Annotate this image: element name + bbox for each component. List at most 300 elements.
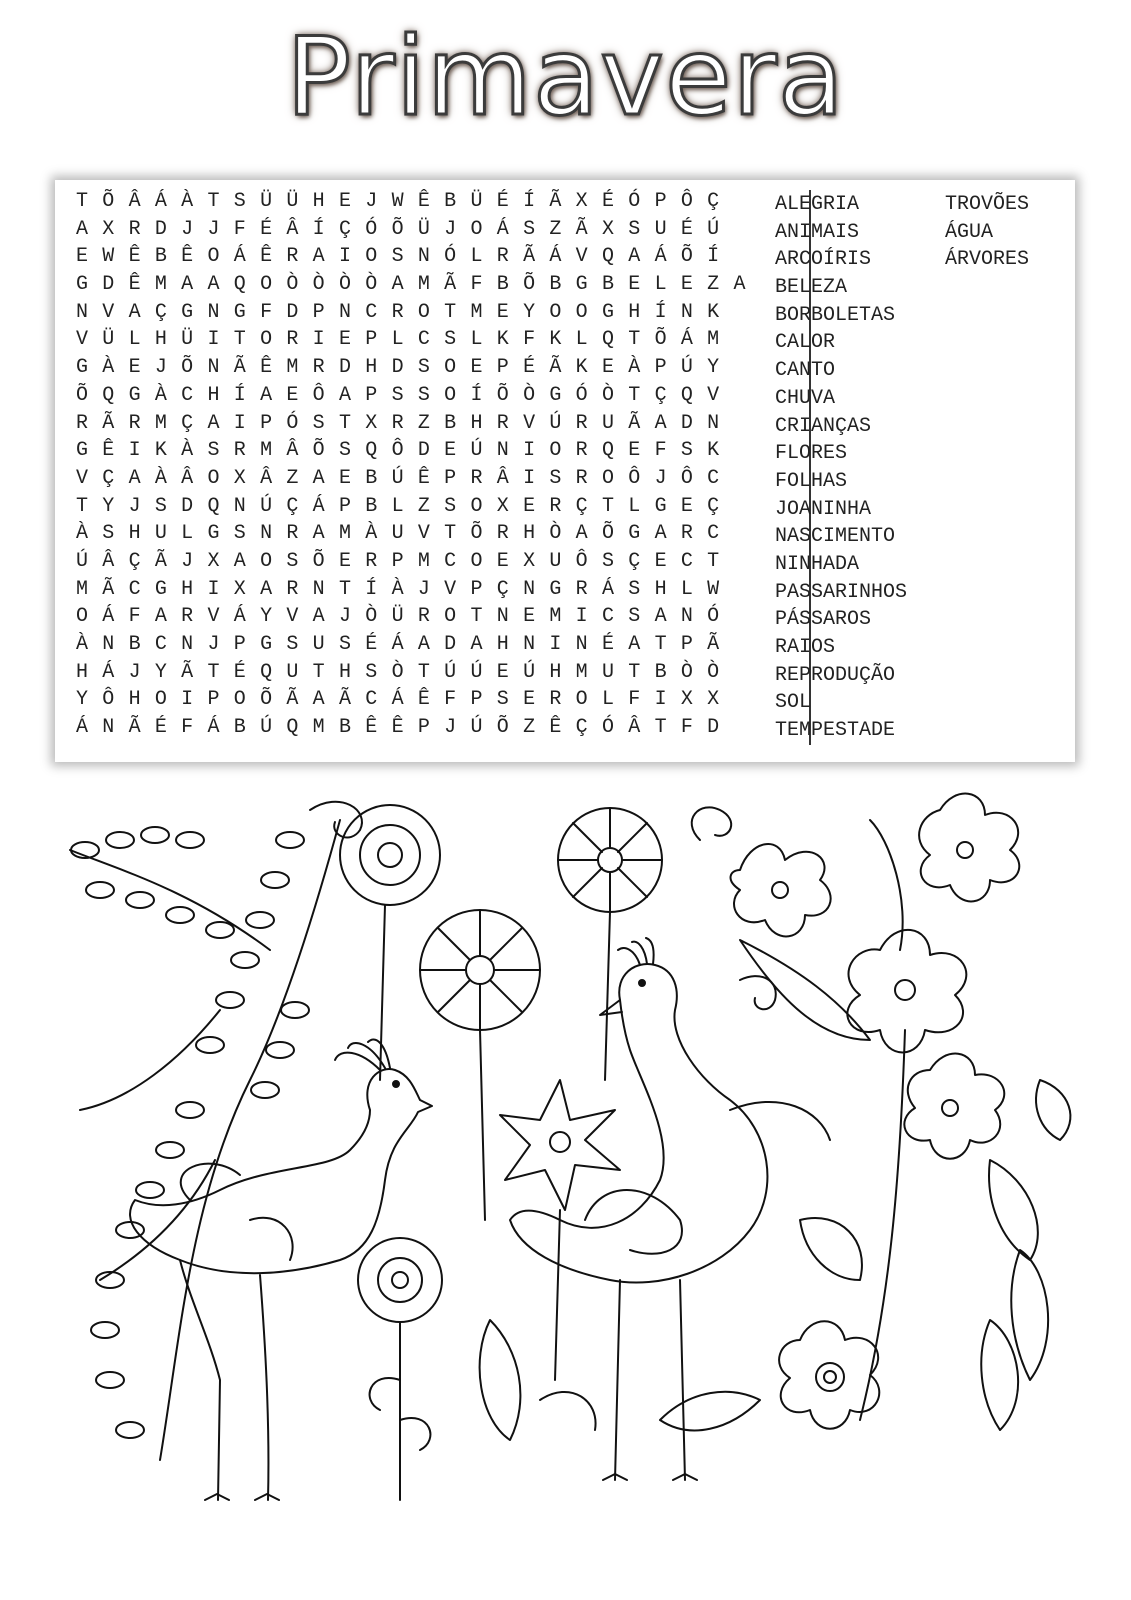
grid-letter[interactable]: R <box>128 217 141 241</box>
grid-letter[interactable]: G <box>628 522 641 546</box>
grid-letter[interactable]: R <box>470 466 483 490</box>
grid-letter[interactable]: K <box>575 356 588 380</box>
grid-letter[interactable]: Ú <box>680 356 693 380</box>
grid-letter[interactable]: N <box>496 605 509 629</box>
grid-letter[interactable]: V <box>286 605 299 629</box>
grid-letter[interactable]: Q <box>601 439 614 463</box>
grid-letter[interactable]: Õ <box>181 356 194 380</box>
grid-letter[interactable]: A <box>312 688 325 712</box>
grid-letter[interactable]: Y <box>260 605 273 629</box>
grid-letter[interactable]: Â <box>181 466 194 490</box>
grid-letter[interactable]: R <box>496 522 509 546</box>
grid-letter[interactable]: Ô <box>575 549 588 573</box>
grid-letter[interactable]: L <box>128 328 141 352</box>
grid-letter[interactable]: H <box>628 300 641 324</box>
grid-letter[interactable]: Ú <box>260 716 273 740</box>
grid-letter[interactable]: C <box>417 328 430 352</box>
grid-letter[interactable]: A <box>260 577 273 601</box>
grid-letter[interactable]: I <box>181 688 194 712</box>
grid-letter[interactable]: Â <box>286 217 299 241</box>
grid-letter[interactable]: Õ <box>496 716 509 740</box>
grid-letter[interactable]: O <box>417 300 430 324</box>
grid-letter[interactable]: S <box>233 190 246 213</box>
grid-letter[interactable]: J <box>154 356 167 380</box>
grid-letter[interactable]: M <box>707 328 720 352</box>
grid-letter[interactable]: M <box>549 605 562 629</box>
grid-letter[interactable]: L <box>680 577 693 601</box>
grid-letter[interactable]: É <box>523 356 536 380</box>
grid-letter[interactable]: O <box>549 439 562 463</box>
grid-letter[interactable]: Ê <box>417 190 430 213</box>
grid-letter[interactable]: Á <box>154 190 167 213</box>
grid-letter[interactable]: G <box>233 300 246 324</box>
grid-letter[interactable]: Ó <box>444 245 457 269</box>
grid-letter[interactable]: Ç <box>707 190 720 213</box>
grid-letter[interactable]: É <box>233 660 246 684</box>
grid-letter[interactable]: X <box>207 549 220 573</box>
grid-letter[interactable]: Ê <box>365 716 378 740</box>
grid-letter[interactable]: T <box>207 660 220 684</box>
grid-letter[interactable]: O <box>601 466 614 490</box>
grid-letter[interactable]: Ê <box>181 245 194 269</box>
grid-letter[interactable]: X <box>680 688 693 712</box>
grid-letter[interactable]: S <box>628 605 641 629</box>
grid-letter[interactable]: G <box>549 577 562 601</box>
grid-letter[interactable]: Á <box>654 245 667 269</box>
grid-letter[interactable]: F <box>444 688 457 712</box>
grid-letter[interactable]: L <box>628 494 641 518</box>
grid-letter[interactable]: Ê <box>417 688 430 712</box>
grid-letter[interactable]: Ó <box>707 605 720 629</box>
grid-letter[interactable]: L <box>575 328 588 352</box>
grid-letter[interactable]: Á <box>680 328 693 352</box>
grid-letter[interactable]: E <box>680 494 693 518</box>
grid-letter[interactable]: D <box>286 300 299 324</box>
grid-letter[interactable]: Ô <box>312 383 325 407</box>
grid-letter[interactable]: Q <box>601 328 614 352</box>
grid-letter[interactable]: T <box>338 577 351 601</box>
grid-letter[interactable]: R <box>286 522 299 546</box>
grid-letter[interactable]: K <box>707 439 720 463</box>
grid-letter[interactable]: Ú <box>75 549 88 573</box>
grid-letter[interactable]: E <box>75 245 88 269</box>
grid-letter[interactable]: K <box>549 328 562 352</box>
grid-letter[interactable]: Ú <box>391 466 404 490</box>
grid-letter[interactable]: Q <box>680 383 693 407</box>
grid-letter[interactable]: G <box>75 439 88 463</box>
grid-letter[interactable]: N <box>680 605 693 629</box>
grid-letter[interactable]: P <box>312 300 325 324</box>
grid-letter[interactable]: P <box>391 549 404 573</box>
grid-letter[interactable]: C <box>601 605 614 629</box>
grid-letter[interactable]: U <box>601 660 614 684</box>
grid-letter[interactable]: E <box>128 356 141 380</box>
grid-letter[interactable]: R <box>128 411 141 435</box>
grid-letter[interactable]: I <box>312 328 325 352</box>
grid-letter[interactable]: S <box>154 494 167 518</box>
grid-letter[interactable]: Ã <box>233 356 246 380</box>
grid-letter[interactable]: M <box>154 273 167 297</box>
grid-letter[interactable]: A <box>417 633 430 656</box>
grid-letter[interactable]: Ò <box>338 273 351 297</box>
grid-letter[interactable]: D <box>181 494 194 518</box>
grid-letter[interactable]: C <box>128 577 141 601</box>
grid-letter[interactable]: X <box>575 190 588 213</box>
grid-letter[interactable]: A <box>628 633 641 656</box>
grid-letter[interactable]: V <box>444 577 457 601</box>
grid-letter[interactable]: Í <box>523 190 536 213</box>
grid-letter[interactable]: Ç <box>154 300 167 324</box>
grid-letter[interactable]: A <box>628 245 641 269</box>
grid-letter[interactable]: Á <box>233 245 246 269</box>
grid-letter[interactable]: Í <box>365 577 378 601</box>
grid-letter[interactable]: J <box>207 217 220 241</box>
grid-letter[interactable]: A <box>470 633 483 656</box>
grid-letter[interactable]: Ü <box>286 190 299 213</box>
grid-letter[interactable]: Ô <box>628 466 641 490</box>
grid-letter[interactable]: R <box>286 245 299 269</box>
grid-letter[interactable]: P <box>654 356 667 380</box>
grid-letter[interactable]: À <box>154 383 167 407</box>
grid-letter[interactable]: O <box>470 494 483 518</box>
grid-letter[interactable]: P <box>260 411 273 435</box>
grid-letter[interactable]: E <box>338 328 351 352</box>
grid-letter[interactable]: C <box>680 549 693 573</box>
grid-letter[interactable]: W <box>391 190 404 213</box>
grid-letter[interactable]: E <box>338 466 351 490</box>
grid-letter[interactable]: O <box>154 688 167 712</box>
grid-letter[interactable]: T <box>654 633 667 656</box>
grid-letter[interactable]: F <box>181 716 194 740</box>
grid-letter[interactable]: R <box>680 522 693 546</box>
grid-letter[interactable]: T <box>75 494 88 518</box>
grid-letter[interactable]: F <box>680 716 693 740</box>
grid-letter[interactable]: L <box>470 328 483 352</box>
grid-letter[interactable]: Z <box>417 411 430 435</box>
grid-letter[interactable]: X <box>601 217 614 241</box>
grid-letter[interactable]: Ã <box>523 245 536 269</box>
grid-letter[interactable]: T <box>628 660 641 684</box>
grid-letter[interactable]: Á <box>549 245 562 269</box>
grid-letter[interactable]: E <box>338 549 351 573</box>
grid-letter[interactable]: Ç <box>707 494 720 518</box>
grid-letter[interactable]: À <box>75 522 88 546</box>
grid-letter[interactable]: L <box>601 688 614 712</box>
grid-letter[interactable]: Õ <box>601 522 614 546</box>
grid-letter[interactable]: Ç <box>628 549 641 573</box>
grid-letter[interactable]: X <box>233 466 246 490</box>
grid-letter[interactable]: D <box>417 439 430 463</box>
grid-letter[interactable]: V <box>75 466 88 490</box>
grid-letter[interactable]: Ú <box>549 411 562 435</box>
grid-letter[interactable]: Õ <box>654 328 667 352</box>
grid-letter[interactable]: O <box>233 688 246 712</box>
grid-letter[interactable]: W <box>102 245 115 269</box>
grid-letter[interactable]: N <box>260 522 273 546</box>
grid-letter[interactable]: H <box>365 356 378 380</box>
grid-letter[interactable]: Z <box>549 217 562 241</box>
grid-letter[interactable]: S <box>102 522 115 546</box>
grid-letter[interactable]: T <box>470 605 483 629</box>
grid-letter[interactable]: M <box>417 273 430 297</box>
grid-letter[interactable]: O <box>575 300 588 324</box>
grid-letter[interactable]: N <box>707 411 720 435</box>
grid-letter[interactable]: F <box>128 605 141 629</box>
grid-letter[interactable]: A <box>207 273 220 297</box>
grid-letter[interactable]: U <box>601 411 614 435</box>
grid-letter[interactable]: J <box>207 633 220 656</box>
grid-letter[interactable]: Ô <box>680 190 693 213</box>
grid-letter[interactable]: J <box>654 466 667 490</box>
grid-letter[interactable]: É <box>680 217 693 241</box>
grid-letter[interactable]: A <box>181 273 194 297</box>
grid-letter[interactable]: Ç <box>128 549 141 573</box>
grid-letter[interactable]: T <box>707 549 720 573</box>
grid-letter[interactable]: Ê <box>260 245 273 269</box>
grid-letter[interactable]: R <box>496 411 509 435</box>
grid-letter[interactable]: T <box>444 300 457 324</box>
grid-letter[interactable]: A <box>575 522 588 546</box>
grid-letter[interactable]: Q <box>207 494 220 518</box>
grid-letter[interactable]: P <box>496 356 509 380</box>
grid-letter[interactable]: A <box>128 466 141 490</box>
grid-letter[interactable]: S <box>417 383 430 407</box>
grid-letter[interactable]: C <box>707 522 720 546</box>
grid-letter[interactable]: B <box>128 633 141 656</box>
grid-letter[interactable]: M <box>312 716 325 740</box>
grid-letter[interactable]: S <box>391 383 404 407</box>
grid-letter[interactable]: Ú <box>470 660 483 684</box>
grid-letter[interactable]: H <box>523 522 536 546</box>
grid-letter[interactable]: X <box>102 217 115 241</box>
grid-letter[interactable]: H <box>496 633 509 656</box>
grid-letter[interactable]: P <box>207 688 220 712</box>
grid-letter[interactable]: Ü <box>260 190 273 213</box>
grid-letter[interactable]: É <box>601 633 614 656</box>
grid-letter[interactable]: E <box>601 356 614 380</box>
grid-letter[interactable]: C <box>154 633 167 656</box>
grid-letter[interactable]: C <box>365 300 378 324</box>
grid-letter[interactable]: O <box>470 549 483 573</box>
grid-letter[interactable]: T <box>444 522 457 546</box>
grid-letter[interactable]: N <box>338 300 351 324</box>
grid-letter[interactable]: N <box>207 356 220 380</box>
grid-letter[interactable]: G <box>75 273 88 297</box>
grid-letter[interactable]: A <box>128 300 141 324</box>
grid-letter[interactable]: Ê <box>128 273 141 297</box>
grid-letter[interactable]: Â <box>496 466 509 490</box>
grid-letter[interactable]: F <box>523 328 536 352</box>
grid-letter[interactable]: Q <box>601 245 614 269</box>
grid-letter[interactable]: Õ <box>312 549 325 573</box>
grid-letter[interactable]: Ó <box>601 716 614 740</box>
grid-letter[interactable]: Â <box>102 549 115 573</box>
grid-letter[interactable]: Ã <box>338 688 351 712</box>
grid-letter[interactable]: I <box>549 633 562 656</box>
grid-letter[interactable]: Á <box>312 494 325 518</box>
grid-letter[interactable]: B <box>496 273 509 297</box>
grid-letter[interactable]: P <box>365 328 378 352</box>
grid-letter[interactable]: A <box>733 273 746 297</box>
grid-letter[interactable]: E <box>496 300 509 324</box>
grid-letter[interactable]: N <box>102 633 115 656</box>
grid-letter[interactable]: S <box>680 439 693 463</box>
grid-letter[interactable]: Á <box>207 716 220 740</box>
grid-letter[interactable]: D <box>102 273 115 297</box>
grid-letter[interactable]: Ã <box>549 356 562 380</box>
grid-letter[interactable]: Z <box>523 716 536 740</box>
grid-letter[interactable]: R <box>75 411 88 435</box>
grid-letter[interactable]: É <box>260 217 273 241</box>
grid-letter[interactable]: D <box>391 356 404 380</box>
grid-letter[interactable]: Í <box>707 245 720 269</box>
grid-letter[interactable]: W <box>707 577 720 601</box>
grid-letter[interactable]: H <box>128 522 141 546</box>
grid-letter[interactable]: Ò <box>365 605 378 629</box>
grid-letter[interactable]: N <box>181 633 194 656</box>
grid-letter[interactable]: M <box>470 300 483 324</box>
grid-letter[interactable]: Y <box>154 660 167 684</box>
grid-letter[interactable]: K <box>496 328 509 352</box>
grid-letter[interactable]: O <box>365 245 378 269</box>
grid-letter[interactable]: H <box>207 383 220 407</box>
grid-letter[interactable]: O <box>207 466 220 490</box>
grid-letter[interactable]: D <box>154 217 167 241</box>
grid-letter[interactable]: O <box>444 356 457 380</box>
grid-letter[interactable]: J <box>444 716 457 740</box>
grid-letter[interactable]: Ò <box>286 273 299 297</box>
grid-letter[interactable]: Â <box>628 716 641 740</box>
grid-letter[interactable]: N <box>575 633 588 656</box>
grid-letter[interactable]: Â <box>260 466 273 490</box>
grid-letter[interactable]: E <box>523 688 536 712</box>
grid-letter[interactable]: G <box>549 383 562 407</box>
grid-letter[interactable]: Ç <box>286 494 299 518</box>
grid-letter[interactable]: Ã <box>102 411 115 435</box>
grid-letter[interactable]: A <box>654 411 667 435</box>
grid-letter[interactable]: G <box>75 356 88 380</box>
grid-letter[interactable]: Ò <box>365 273 378 297</box>
grid-letter[interactable]: U <box>549 549 562 573</box>
grid-letter[interactable]: Y <box>523 300 536 324</box>
grid-letter[interactable]: Ú <box>470 439 483 463</box>
grid-letter[interactable]: Í <box>312 217 325 241</box>
grid-letter[interactable]: V <box>207 605 220 629</box>
grid-letter[interactable]: C <box>707 466 720 490</box>
grid-letter[interactable]: Ã <box>575 217 588 241</box>
grid-letter[interactable]: O <box>75 605 88 629</box>
grid-letter[interactable]: G <box>154 577 167 601</box>
grid-letter[interactable]: F <box>470 273 483 297</box>
grid-letter[interactable]: O <box>575 688 588 712</box>
grid-letter[interactable]: P <box>680 633 693 656</box>
grid-letter[interactable]: R <box>391 411 404 435</box>
grid-letter[interactable]: Ò <box>601 383 614 407</box>
grid-letter[interactable]: V <box>523 411 536 435</box>
grid-letter[interactable]: F <box>628 688 641 712</box>
grid-letter[interactable]: V <box>417 522 430 546</box>
grid-letter[interactable]: J <box>128 660 141 684</box>
grid-letter[interactable]: À <box>391 577 404 601</box>
grid-letter[interactable]: R <box>417 605 430 629</box>
grid-letter[interactable]: I <box>575 605 588 629</box>
grid-letter[interactable]: N <box>523 577 536 601</box>
grid-letter[interactable]: B <box>338 716 351 740</box>
grid-letter[interactable]: E <box>654 549 667 573</box>
grid-letter[interactable]: Ü <box>391 605 404 629</box>
grid-letter[interactable]: N <box>207 300 220 324</box>
grid-letter[interactable]: Ó <box>365 217 378 241</box>
grid-letter[interactable]: Ü <box>102 328 115 352</box>
grid-letter[interactable]: Õ <box>496 383 509 407</box>
grid-letter[interactable]: C <box>181 383 194 407</box>
grid-letter[interactable]: S <box>444 494 457 518</box>
grid-letter[interactable]: R <box>575 466 588 490</box>
grid-letter[interactable]: É <box>496 190 509 213</box>
grid-letter[interactable]: Ç <box>338 217 351 241</box>
grid-letter[interactable]: B <box>365 466 378 490</box>
grid-letter[interactable]: U <box>391 522 404 546</box>
grid-letter[interactable]: É <box>154 716 167 740</box>
grid-letter[interactable]: L <box>391 494 404 518</box>
grid-letter[interactable]: Ã <box>707 633 720 656</box>
grid-letter[interactable]: A <box>312 245 325 269</box>
grid-letter[interactable]: Ò <box>523 383 536 407</box>
grid-letter[interactable]: Ô <box>391 439 404 463</box>
grid-letter[interactable]: R <box>365 549 378 573</box>
grid-letter[interactable]: Õ <box>312 439 325 463</box>
grid-letter[interactable]: S <box>286 549 299 573</box>
grid-letter[interactable]: A <box>207 411 220 435</box>
grid-letter[interactable]: À <box>181 190 194 213</box>
grid-letter[interactable]: Ó <box>286 411 299 435</box>
grid-letter[interactable]: A <box>312 522 325 546</box>
grid-letter[interactable]: B <box>444 411 457 435</box>
grid-letter[interactable]: Z <box>286 466 299 490</box>
grid-letter[interactable]: Ã <box>102 577 115 601</box>
grid-letter[interactable]: T <box>207 190 220 213</box>
grid-letter[interactable]: R <box>549 494 562 518</box>
grid-letter[interactable]: C <box>365 688 378 712</box>
grid-letter[interactable]: Ô <box>680 466 693 490</box>
grid-letter[interactable]: B <box>233 716 246 740</box>
grid-letter[interactable]: C <box>444 549 457 573</box>
grid-letter[interactable]: G <box>260 633 273 656</box>
grid-letter[interactable]: S <box>601 549 614 573</box>
grid-letter[interactable]: E <box>496 549 509 573</box>
grid-letter[interactable]: Á <box>391 633 404 656</box>
grid-letter[interactable]: P <box>417 716 430 740</box>
grid-letter[interactable]: U <box>312 633 325 656</box>
grid-letter[interactable]: Q <box>260 660 273 684</box>
grid-letter[interactable]: Â <box>286 439 299 463</box>
grid-letter[interactable]: Ã <box>628 411 641 435</box>
grid-letter[interactable]: N <box>233 494 246 518</box>
grid-letter[interactable]: Z <box>417 494 430 518</box>
grid-letter[interactable]: V <box>575 245 588 269</box>
grid-letter[interactable]: T <box>75 190 88 213</box>
grid-letter[interactable]: E <box>628 273 641 297</box>
grid-letter[interactable]: G <box>181 300 194 324</box>
grid-letter[interactable]: E <box>444 439 457 463</box>
grid-letter[interactable]: Õ <box>391 217 404 241</box>
grid-letter[interactable]: Ú <box>444 660 457 684</box>
grid-letter[interactable]: Q <box>233 273 246 297</box>
grid-letter[interactable]: B <box>365 494 378 518</box>
grid-letter[interactable]: Ç <box>575 494 588 518</box>
grid-letter[interactable]: Z <box>707 273 720 297</box>
grid-letter[interactable]: M <box>154 411 167 435</box>
